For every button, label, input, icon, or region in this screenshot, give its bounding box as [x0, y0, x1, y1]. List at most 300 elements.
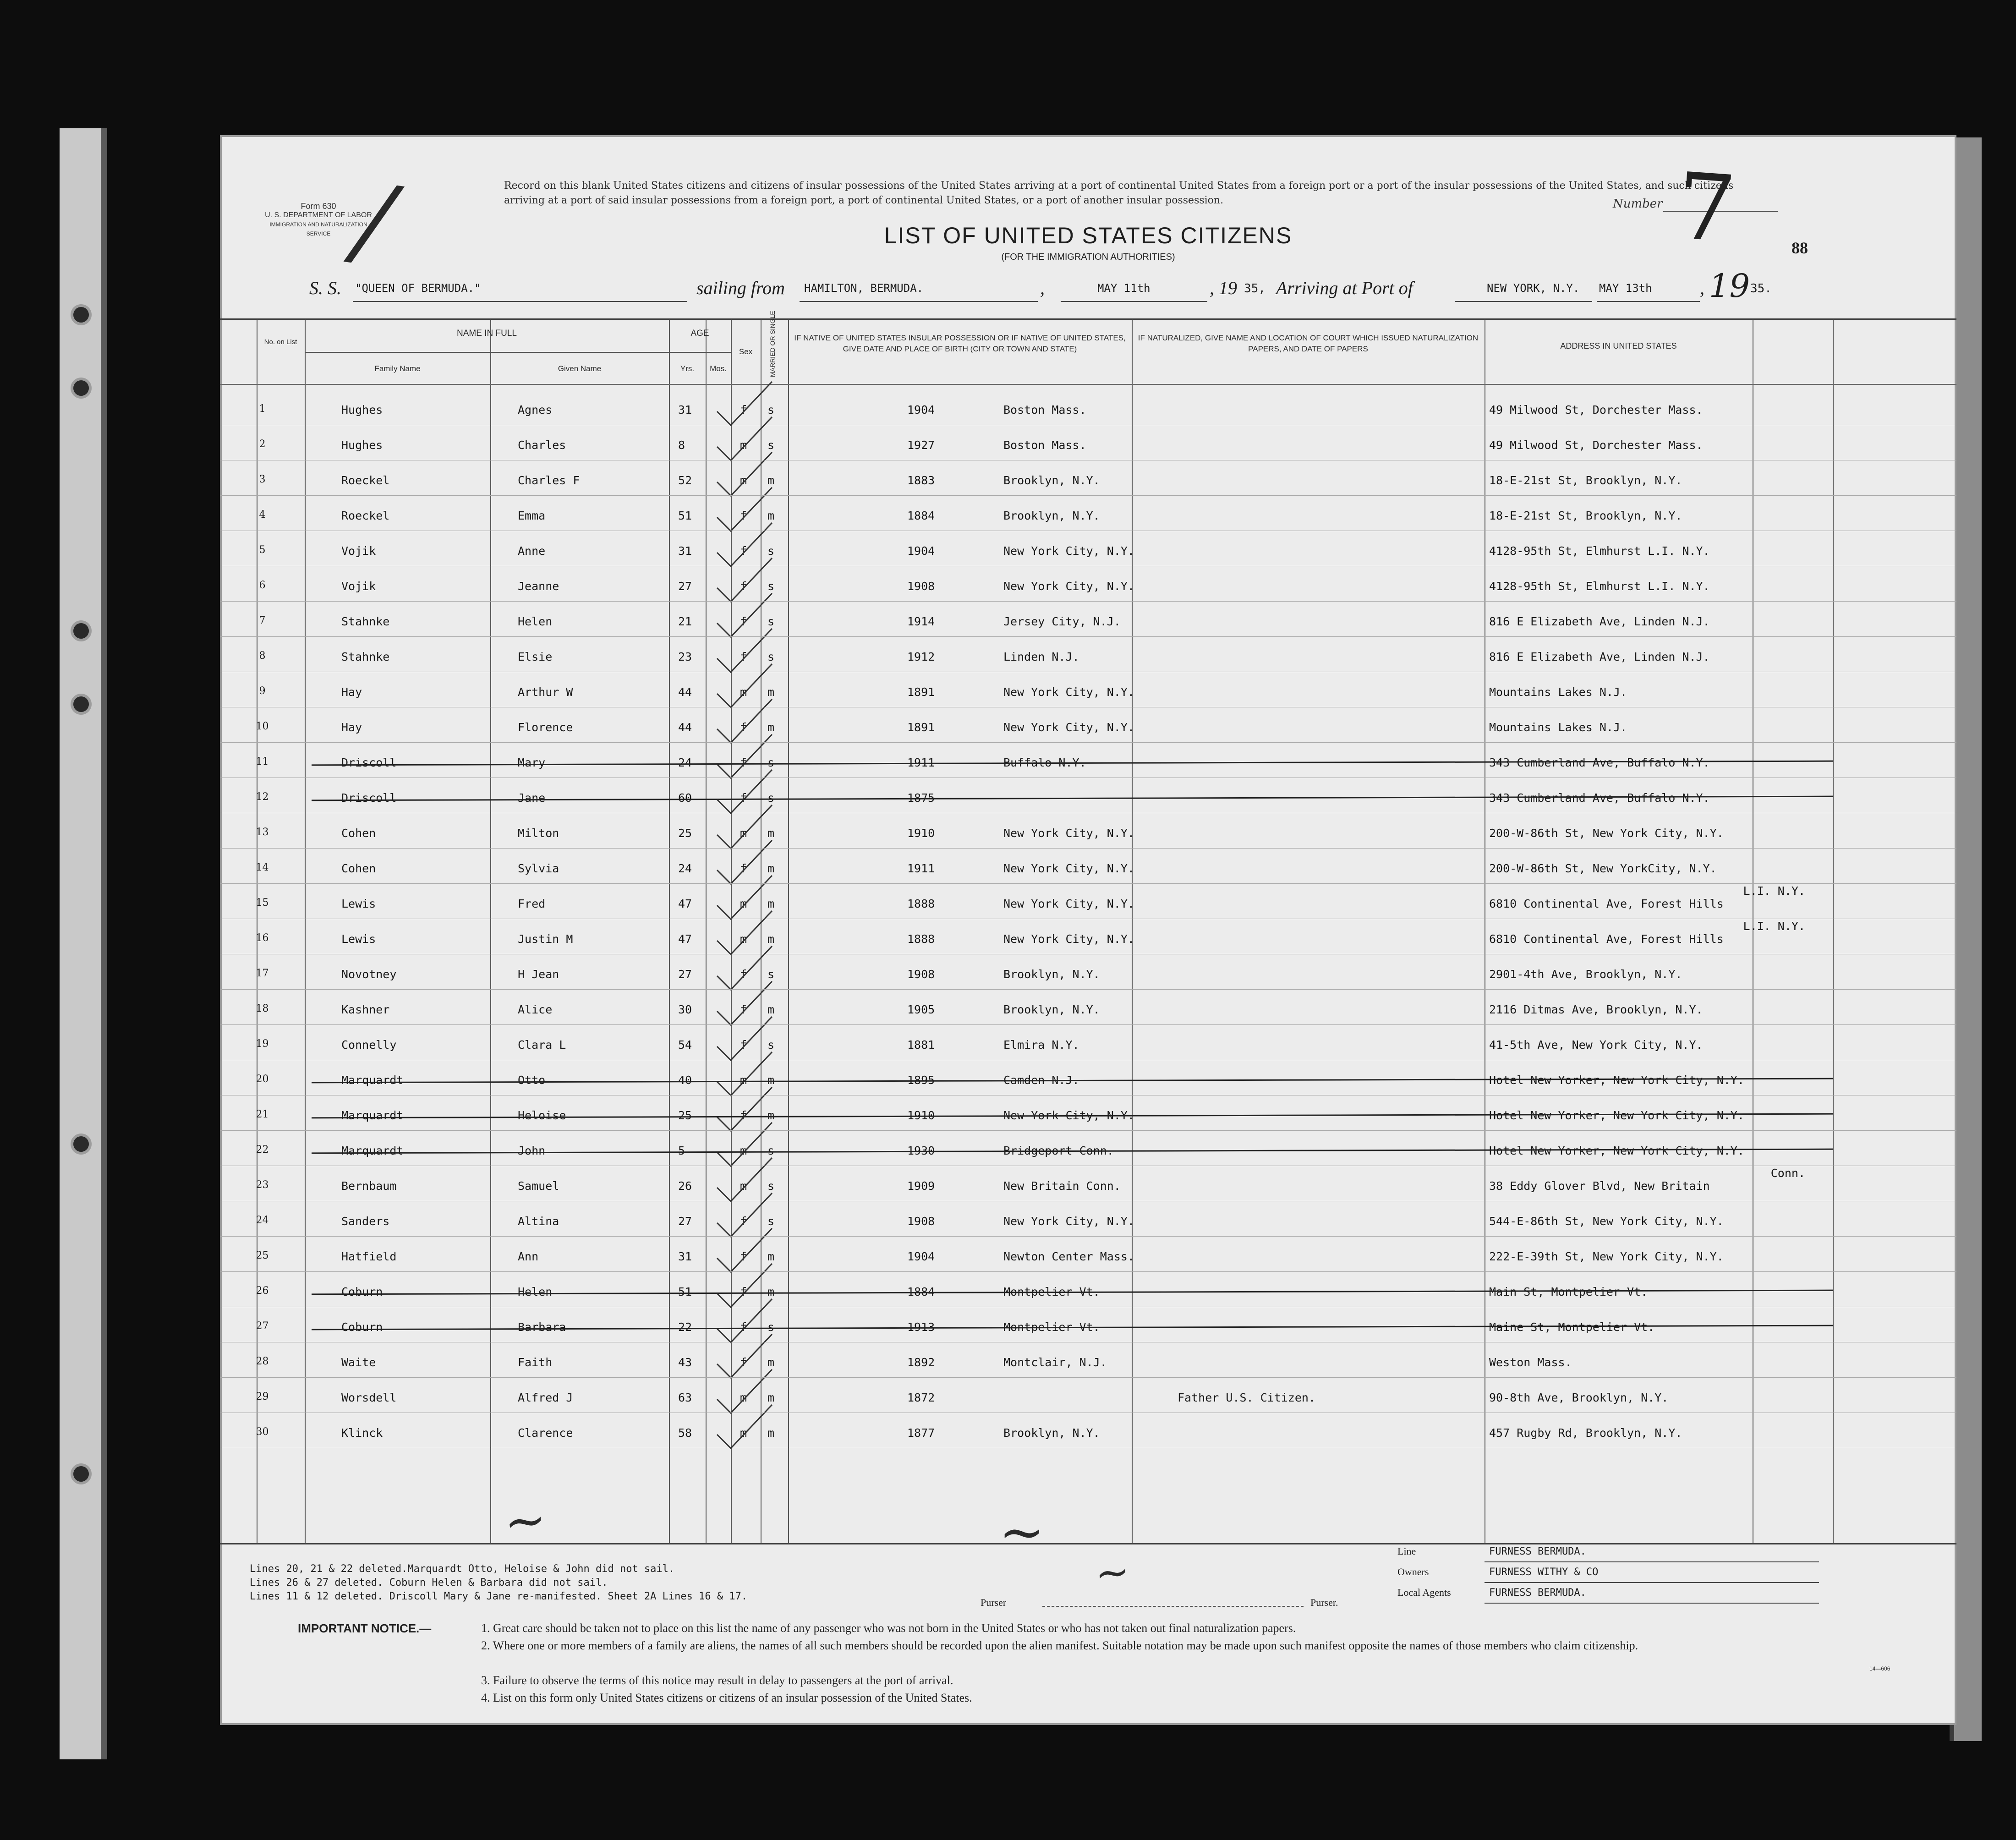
cell-sex: f — [740, 756, 747, 769]
cell-family: Cohen — [341, 862, 376, 875]
row-number: 24 — [256, 1215, 269, 1226]
cell-age: 54 — [678, 1038, 692, 1051]
form-service: IMMIGRATION AND NATURALIZATION SERVICE — [269, 221, 367, 237]
header-sex: Sex — [739, 347, 753, 356]
cell-age: 22 — [678, 1320, 692, 1334]
cell-sex: m — [740, 827, 747, 840]
cell-year: 1905 — [907, 1003, 935, 1016]
row-rule — [220, 989, 1956, 990]
cell-sex: m — [740, 932, 747, 946]
inspector-signature: ~ — [501, 1489, 551, 1552]
cell-year: 1913 — [907, 1320, 935, 1334]
cell-year: 1904 — [907, 403, 935, 416]
cell-place: Montclair, N.J. — [1003, 1356, 1107, 1369]
cell-addr: 18-E-21st St, Brooklyn, N.Y. — [1489, 474, 1682, 487]
deletion-note: Lines 26 & 27 deleted. Coburn Helen & Barbara did not sail. — [250, 1577, 608, 1588]
cell-ms: s — [767, 438, 775, 452]
cell-age: 52 — [678, 474, 692, 487]
row-number: 26 — [256, 1285, 269, 1297]
cell-age: 43 — [678, 1356, 692, 1369]
owners-label: Owners — [1397, 1566, 1429, 1577]
table-row — [220, 428, 1956, 464]
cell-family: Bernbaum — [341, 1179, 397, 1193]
form-code: 14—606 — [1869, 1665, 1890, 1672]
deletion-note: Lines 20, 21 & 22 deleted.Marquardt Otto, Heloise & John did not sail. — [250, 1563, 675, 1575]
cell-nat: Father U.S. Citizen. — [1178, 1391, 1316, 1404]
cell-ms: m — [767, 1073, 775, 1087]
cell-age: 24 — [678, 756, 692, 769]
cell-addr: 90-8th Ave, Brooklyn, N.Y. — [1489, 1391, 1669, 1404]
binder-hole — [73, 696, 89, 712]
cell-place: Jersey City, N.J. — [1003, 615, 1121, 628]
cell-given: Charles — [518, 438, 566, 452]
cell-ms: m — [767, 721, 775, 734]
page-number: 88 — [1791, 239, 1808, 257]
cell-year: 1909 — [907, 1179, 935, 1193]
cell-ms: s — [767, 403, 775, 416]
header-subline — [305, 352, 669, 353]
cell-ms: s — [767, 1179, 775, 1193]
cell-family: Hughes — [341, 438, 383, 452]
cell-ms: s — [767, 580, 775, 593]
cell-place: Brooklyn, N.Y. — [1003, 1426, 1100, 1440]
cell-ms: s — [767, 650, 775, 663]
cell-age: 31 — [678, 1250, 692, 1263]
cell-addr: 816 E Elizabeth Ave, Linden N.J. — [1489, 615, 1710, 628]
cell-place: Buffalo N.Y. — [1003, 756, 1086, 769]
cell-place: New York City, N.Y. — [1003, 1109, 1134, 1122]
cell-place: Brooklyn, N.Y. — [1003, 474, 1100, 487]
cell-addr: 200-W-86th St, New York City, N.Y. — [1489, 827, 1724, 840]
cell-ms: m — [767, 897, 775, 910]
deletion-note: Lines 11 & 12 deleted. Driscoll Mary & Jane re-manifested. Sheet 2A Lines 16 & 17. — [250, 1591, 748, 1602]
handwritten-seven-margin: / — [349, 161, 400, 282]
cell-place: Elmira N.Y. — [1003, 1038, 1079, 1051]
cell-addr: 343 Cumberland Ave, Buffalo N.Y. — [1489, 756, 1710, 769]
header-bottom-line — [220, 384, 1956, 385]
cell-sex: m — [740, 1426, 747, 1440]
row-number: 1 — [259, 403, 266, 415]
row-number: 28 — [256, 1356, 269, 1367]
cell-addr: Mountains Lakes N.J. — [1489, 685, 1627, 699]
row-number: 19 — [256, 1038, 269, 1050]
cell-family: Stahnke — [341, 615, 390, 628]
purser-signature: ~ — [1092, 1547, 1132, 1599]
header-no-on-list: No. on List — [264, 338, 297, 346]
cell-place: New York City, N.Y. — [1003, 827, 1134, 840]
header-subline — [669, 352, 731, 353]
row-number: 13 — [256, 827, 269, 838]
cell-ms: s — [767, 968, 775, 981]
cell-year: 1908 — [907, 580, 935, 593]
cell-given: Clarence — [518, 1426, 573, 1440]
comma: , — [1040, 278, 1045, 298]
cell-age: 40 — [678, 1073, 692, 1087]
cell-ms: s — [767, 791, 775, 805]
cell-addr: Main St, Montpelier Vt. — [1489, 1285, 1648, 1298]
cell-addr: Mountains Lakes N.J. — [1489, 721, 1627, 734]
row-number: 4 — [259, 509, 266, 520]
cell-ms: m — [767, 827, 775, 840]
header-given-name: Given Name — [558, 364, 602, 373]
row-number: 18 — [256, 1003, 269, 1014]
sailing-year-suffix: 35, — [1244, 282, 1265, 296]
table-row — [220, 1346, 1956, 1381]
cell-place: Bridgeport Conn. — [1003, 1144, 1114, 1157]
cell-family: Roeckel — [341, 509, 390, 522]
cell-place: New York City, N.Y. — [1003, 932, 1134, 946]
header-naturalized: IF NATURALIZED, GIVE NAME AND LOCATION OF COURT WHICH ISSUED NATURALIZATION PAPERS, AND DATE OF PAPERS — [1138, 334, 1479, 353]
cell-given: Faith — [518, 1356, 553, 1369]
cell-year: 1908 — [907, 1215, 935, 1228]
cell-family: Marquardt — [341, 1144, 404, 1157]
cell-given: Mary — [518, 756, 546, 769]
cell-place: Newton Center Mass. — [1003, 1250, 1134, 1263]
cell-ms: m — [767, 1003, 775, 1016]
cell-addr-continued: L.I. N.Y. — [1743, 920, 1805, 933]
cell-sex: m — [740, 897, 747, 910]
cell-year: 1875 — [907, 791, 935, 805]
cell-place: Brooklyn, N.Y. — [1003, 509, 1100, 522]
cell-sex: f — [740, 615, 747, 628]
row-number: 29 — [256, 1391, 269, 1402]
cell-age: 51 — [678, 1285, 692, 1298]
from-underline — [800, 301, 1038, 302]
cell-sex: m — [740, 1179, 747, 1193]
cell-addr: 4128-95th St, Elmhurst L.I. N.Y. — [1489, 580, 1710, 593]
notice-item: 3. Failure to observe the terms of this notice may result in delay to passengers at the port of arrival. — [481, 1674, 953, 1687]
cell-family: Waite — [341, 1356, 376, 1369]
row-number: 21 — [256, 1109, 269, 1120]
cell-family: Roeckel — [341, 474, 390, 487]
cell-addr: Hotel New Yorker, New York City, N.Y. — [1489, 1109, 1744, 1122]
table-row — [220, 1099, 1956, 1134]
cell-sex: f — [740, 1356, 747, 1369]
cell-sex: f — [740, 1250, 747, 1263]
cell-age: 44 — [678, 721, 692, 734]
cell-given: Arthur W — [518, 685, 573, 699]
ss-label: S. S. — [309, 278, 341, 298]
cell-place: Brooklyn, N.Y. — [1003, 1003, 1100, 1016]
table-row — [220, 884, 1956, 922]
cell-given: Heloise — [518, 1109, 566, 1122]
cell-place: Boston Mass. — [1003, 403, 1086, 416]
cell-ms: m — [767, 932, 775, 946]
cell-sex: f — [740, 580, 747, 593]
row-rule — [220, 742, 1956, 743]
arrival-date-underline — [1597, 301, 1700, 302]
cell-ms: m — [767, 474, 775, 487]
cell-sex: f — [740, 1320, 747, 1334]
cell-family: Stahnke — [341, 650, 390, 663]
cell-addr: 6810 Continental Ave, Forest Hills — [1489, 897, 1724, 910]
row-number: 30 — [256, 1426, 269, 1438]
cell-place: Linden N.J. — [1003, 650, 1079, 663]
row-number: 3 — [259, 474, 266, 485]
cell-family: Driscoll — [341, 791, 397, 805]
cell-year: 1881 — [907, 1038, 935, 1051]
cell-year: 1904 — [907, 1250, 935, 1263]
line-value: FURNESS BERMUDA. — [1485, 1542, 1819, 1562]
table-row — [220, 640, 1956, 675]
handwritten-mark: ~ — [999, 1500, 1045, 1564]
cell-given: Helen — [518, 1285, 553, 1298]
table-row — [220, 1275, 1956, 1310]
row-number: 14 — [256, 862, 269, 873]
row-rule — [220, 848, 1956, 849]
cell-given: Justin M — [518, 932, 573, 946]
row-number: 27 — [256, 1320, 269, 1332]
cell-given: Samuel — [518, 1179, 559, 1193]
cell-given: Barbara — [518, 1320, 566, 1334]
cell-family: Hatfield — [341, 1250, 397, 1263]
cell-year: 1888 — [907, 897, 935, 910]
purser-label-right: Purser. — [1310, 1597, 1338, 1608]
cell-addr: 41-5th Ave, New York City, N.Y. — [1489, 1038, 1703, 1051]
cell-age: 31 — [678, 544, 692, 558]
sailing-line — [309, 267, 1940, 305]
table-row — [220, 1166, 1956, 1205]
cell-year: 1910 — [907, 827, 935, 840]
arrival-year-prefix: 19 — [1709, 267, 1750, 305]
cell-family: Driscoll — [341, 756, 397, 769]
date-underline — [1061, 301, 1207, 302]
cell-ms: m — [767, 509, 775, 522]
cell-family: Coburn — [341, 1285, 383, 1298]
ship-underline — [353, 301, 687, 302]
header-family-name: Family Name — [374, 364, 421, 373]
cell-given: Charles F — [518, 474, 580, 487]
cell-year: 1892 — [907, 1356, 935, 1369]
cell-year: 1891 — [907, 685, 935, 699]
table-row — [220, 1205, 1956, 1240]
number-label: Number — [1613, 197, 1663, 211]
cell-place: New York City, N.Y. — [1003, 862, 1134, 875]
cell-addr: 200-W-86th St, New YorkCity, N.Y. — [1489, 862, 1717, 875]
cell-ms: s — [767, 756, 775, 769]
binder-hole — [73, 623, 89, 639]
cell-given: Agnes — [518, 403, 553, 416]
cell-ms: m — [767, 685, 775, 699]
cell-ms: s — [767, 1144, 775, 1157]
row-number: 25 — [256, 1250, 269, 1261]
cell-family: Kashner — [341, 1003, 390, 1016]
cell-place: Camden N.J. — [1003, 1073, 1079, 1087]
cell-sex: f — [740, 1038, 747, 1051]
cell-family: Sanders — [341, 1215, 390, 1228]
cell-addr: 222-E-39th St, New York City, N.Y. — [1489, 1250, 1724, 1263]
table-row — [220, 534, 1956, 570]
table-row — [220, 605, 1956, 640]
cell-age: 27 — [678, 580, 692, 593]
cell-year: 1884 — [907, 1285, 935, 1298]
row-rule — [220, 601, 1956, 602]
table-row — [220, 922, 1956, 958]
cell-year: 1883 — [907, 474, 935, 487]
arriving-label: Arriving at Port of — [1276, 278, 1413, 298]
comma: , — [1210, 278, 1214, 298]
notice-heading: IMPORTANT NOTICE.— — [298, 1621, 432, 1635]
cell-addr: Maine St, Montpelier Vt. — [1489, 1320, 1655, 1334]
form-number: Form 630 — [301, 202, 336, 211]
table-row — [220, 1240, 1956, 1275]
table-row — [220, 816, 1956, 852]
header-mos: Mos. — [710, 364, 727, 373]
cell-given: Ann — [518, 1250, 539, 1263]
row-rule — [220, 883, 1956, 884]
cell-age: 26 — [678, 1179, 692, 1193]
cell-sex: f — [740, 721, 747, 734]
cell-sex: f — [740, 544, 747, 558]
cell-family: Vojik — [341, 580, 376, 593]
table-row — [220, 1028, 1956, 1063]
local-agents-value: FURNESS BERMUDA. — [1485, 1583, 1819, 1604]
cell-addr: 816 E Elizabeth Ave, Linden N.J. — [1489, 650, 1710, 663]
purser-line — [1042, 1606, 1304, 1607]
cell-year: 1912 — [907, 650, 935, 663]
page-subtitle: (FOR THE IMMIGRATION AUTHORITIES) — [1001, 252, 1175, 262]
cell-sex: m — [740, 474, 747, 487]
cell-family: Klinck — [341, 1426, 383, 1440]
cell-addr: 544-E-86th St, New York City, N.Y. — [1489, 1215, 1724, 1228]
purser-label: Purser — [981, 1597, 1007, 1608]
cell-ms: s — [767, 1320, 775, 1334]
cell-family: Marquardt — [341, 1073, 404, 1087]
row-rule — [220, 636, 1956, 637]
port-underline — [1455, 301, 1592, 302]
cell-place: New York City, N.Y. — [1003, 897, 1134, 910]
cell-year: 1910 — [907, 1109, 935, 1122]
header-instructions: Record on this blank United States citizens and citizens of insular possessions of the United States arriving at a port of continental United States from a foreign port or a port of the insular possessions of the United States, and such citizens arriving at a port of said insular possessions from a foreign port, a port of continental United States, or a port of another insular possession. — [504, 180, 1734, 206]
table-row — [220, 499, 1956, 534]
cell-year: 1927 — [907, 438, 935, 452]
deletion-notes — [250, 1562, 747, 1604]
header-age: AGE — [690, 329, 709, 338]
cell-age: 21 — [678, 615, 692, 628]
row-number: 8 — [259, 650, 266, 662]
ship-agents — [1397, 1542, 1819, 1604]
cell-year: 1904 — [907, 544, 935, 558]
cell-sex: m — [740, 1391, 747, 1404]
cell-sex: f — [740, 1003, 747, 1016]
cell-family: Cohen — [341, 827, 376, 840]
cell-ms: m — [767, 1250, 775, 1263]
cell-ms: m — [767, 1426, 775, 1440]
cell-given: Jane — [518, 791, 546, 805]
notice-item: 1. Great care should be taken not to place on this list the name of any passenger who was not born in the United States or who has not taken out final naturalization papers. — [481, 1621, 1296, 1635]
cell-given: H Jean — [518, 968, 559, 981]
cell-family: Hay — [341, 685, 362, 699]
row-rule — [220, 1024, 1956, 1025]
cell-age: 63 — [678, 1391, 692, 1404]
cell-year: 1895 — [907, 1073, 935, 1087]
cell-age: 27 — [678, 968, 692, 981]
cell-given: Alice — [518, 1003, 553, 1016]
header-name-in-full: NAME IN FULL — [457, 329, 517, 338]
row-number: 11 — [256, 756, 269, 767]
cell-place: New York City, N.Y. — [1003, 544, 1134, 558]
cell-given: Milton — [518, 827, 559, 840]
cell-place: New York City, N.Y. — [1003, 1215, 1134, 1228]
row-number: 6 — [259, 580, 266, 591]
table-row — [220, 781, 1956, 816]
manifest-page — [220, 135, 1956, 1725]
table-row — [220, 1310, 1956, 1346]
sailing-from-port: HAMILTON, BERMUDA. — [804, 282, 924, 295]
arrival-date: MAY 13th — [1599, 282, 1652, 295]
table-row — [220, 1381, 1956, 1416]
cell-ms: s — [767, 544, 775, 558]
table-row — [220, 393, 1956, 428]
row-number: 9 — [259, 685, 266, 697]
table-row — [220, 675, 1956, 711]
arrival-year-suffix: 35. — [1750, 282, 1772, 296]
row-number: 20 — [256, 1073, 269, 1085]
page-title: LIST OF UNITED STATES CITIZENS — [884, 223, 1293, 248]
cell-ms: s — [767, 615, 775, 628]
table-row — [220, 746, 1956, 781]
binder-strip-left — [60, 128, 107, 1759]
table-row — [220, 958, 1956, 993]
cell-given: Jeanne — [518, 580, 559, 593]
cell-place: New Britain Conn. — [1003, 1179, 1121, 1193]
cell-family: Coburn — [341, 1320, 383, 1334]
cell-given: Helen — [518, 615, 553, 628]
cell-place: New York City, N.Y. — [1003, 721, 1134, 734]
cell-sex: f — [740, 791, 747, 805]
cell-sex: f — [740, 862, 747, 875]
table-row — [220, 993, 1956, 1028]
cell-sex: f — [740, 650, 747, 663]
table-row — [220, 464, 1956, 499]
cell-given: John — [518, 1144, 546, 1157]
cell-sex: m — [740, 1144, 747, 1157]
row-number: 17 — [256, 968, 269, 979]
cell-addr: 49 Milwood St, Dorchester Mass. — [1489, 438, 1703, 452]
table-row — [220, 852, 1956, 887]
table-row — [220, 570, 1956, 605]
cell-place: Montpelier Vt. — [1003, 1285, 1100, 1298]
cell-age: 47 — [678, 932, 692, 946]
cell-year: 1908 — [907, 968, 935, 981]
row-number: 5 — [259, 544, 266, 556]
cell-given: Alfred J — [518, 1391, 573, 1404]
table-row — [220, 1134, 1956, 1169]
form-department: U. S. DEPARTMENT OF LABOR — [265, 211, 372, 219]
cell-addr: 4128-95th St, Elmhurst L.I. N.Y. — [1489, 544, 1710, 558]
cell-year: 1914 — [907, 615, 935, 628]
cell-family: Lewis — [341, 897, 376, 910]
notice-item: 4. List on this form only United States citizens or citizens of an insular possession of the United States. — [481, 1691, 972, 1704]
check-mark-icon — [712, 1402, 777, 1453]
row-number: 12 — [256, 791, 269, 803]
cell-given: Clara L — [518, 1038, 566, 1051]
cell-addr: 2116 Ditmas Ave, Brooklyn, N.Y. — [1489, 1003, 1703, 1016]
local-agents-label: Local Agents — [1397, 1587, 1451, 1598]
table-row — [220, 711, 1956, 746]
row-rule — [220, 1271, 1956, 1272]
row-rule — [220, 1377, 1956, 1378]
sailing-year-prefix: 19 — [1219, 278, 1237, 298]
cell-family: Hay — [341, 721, 362, 734]
sailing-date: MAY 11th — [1097, 282, 1150, 295]
cell-sex: m — [740, 438, 747, 452]
cell-addr: 457 Rugby Rd, Brooklyn, N.Y. — [1489, 1426, 1682, 1440]
cell-sex: f — [740, 509, 747, 522]
row-rule — [220, 1130, 1956, 1131]
cell-age: 23 — [678, 650, 692, 663]
cell-age: 47 — [678, 897, 692, 910]
